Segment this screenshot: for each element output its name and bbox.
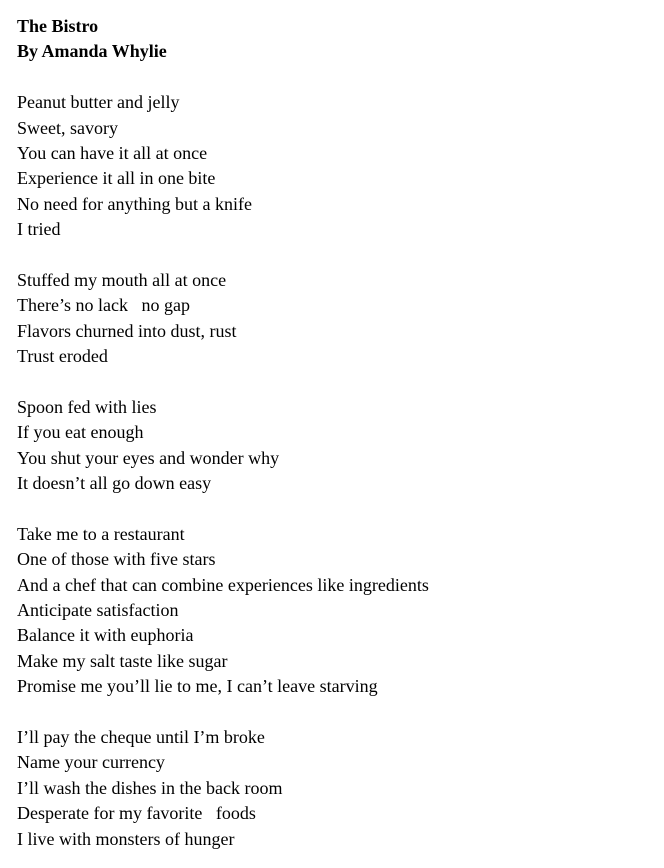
stanza-3 <box>17 395 657 497</box>
poem-line: Spoon fed with lies <box>17 396 157 417</box>
poem-line: Stuffed my mouth all at once <box>17 269 227 290</box>
poem-line: Desperate for my favorite foods <box>17 803 256 824</box>
poem-line: I live with monsters of hunger <box>17 828 235 849</box>
poem-line: Balance it with euphoria <box>17 625 194 646</box>
poem-line: I tried <box>17 219 61 240</box>
stanza-4 <box>17 522 657 700</box>
poem-line: Experience it all in one bite <box>17 168 216 189</box>
poem-page <box>17 14 657 852</box>
poem-line: It doesn’t all go down easy <box>17 473 212 494</box>
poem-line: You can have it all at once <box>17 142 208 163</box>
poem-title: The Bistro <box>17 16 99 36</box>
poem-line: I’ll wash the dishes in the back room <box>17 777 283 798</box>
poem-line: You shut your eyes and wonder why <box>17 447 280 468</box>
poem-line: And a chef that can combine experiences like ingredients <box>17 574 429 595</box>
poem-line: Peanut butter and jelly <box>17 92 180 113</box>
poem-line: Flavors churned into dust, rust <box>17 320 237 341</box>
stanza-2 <box>17 268 657 370</box>
stanza-gap <box>17 243 657 268</box>
poem-line: If you eat enough <box>17 422 144 443</box>
poem-line: Take me to a restaurant <box>17 523 185 544</box>
poem-line: I’ll pay the cheque until I’m broke <box>17 726 265 747</box>
poem-line: Name your currency <box>17 752 165 773</box>
poem-line: Trust eroded <box>17 346 108 367</box>
poem-byline: By Amanda Whylie <box>17 41 167 62</box>
poem-line: Sweet, savory <box>17 117 118 138</box>
poem-line: Promise me you’ll lie to me, I can’t leave starving <box>17 676 378 697</box>
stanza-5 <box>17 725 657 852</box>
stanza-gap <box>17 65 657 90</box>
poem-line: Anticipate satisfaction <box>17 599 179 620</box>
stanza-gap <box>17 700 657 725</box>
poem-line: One of those with five stars <box>17 549 216 570</box>
poem-line: Make my salt taste like sugar <box>17 650 228 671</box>
stanza-gap <box>17 496 657 521</box>
poem-line: No need for anything but a knife <box>17 193 252 214</box>
stanza-gap <box>17 369 657 394</box>
stanza-1 <box>17 90 657 242</box>
poem-line: There’s no lack no gap <box>17 295 190 316</box>
